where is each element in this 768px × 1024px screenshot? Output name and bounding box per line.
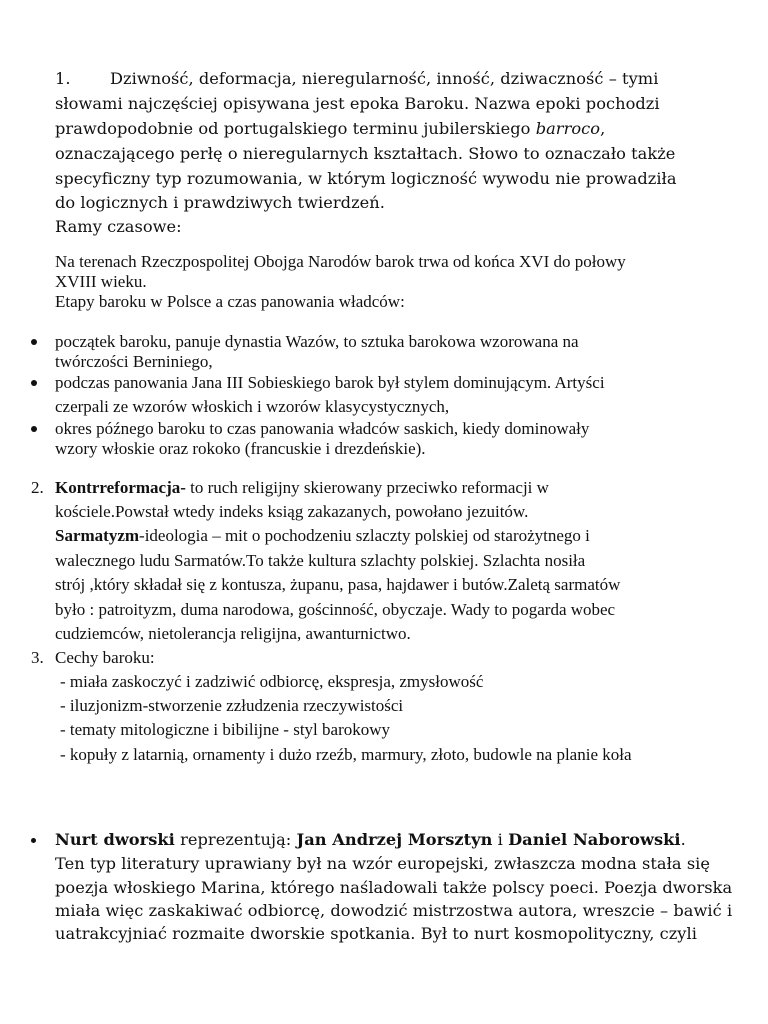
text-run: . <box>680 830 686 849</box>
text-run: prawdopodobnie od portugalskiego terminu jubilerskiego <box>55 119 531 138</box>
paragraph-line: kościele.Powstał wtedy indeks ksiąg zakazanych, powołano jezuitów. <box>55 502 529 521</box>
list-item: - tematy mitologiczne i bibilijne - styl barokowy <box>60 720 391 739</box>
text-run: to ruch religijny skierowany przeciwko reformacji w <box>185 478 549 497</box>
paragraph-line: strój ,który składał się z kontusza, żupanu, pasa, hajdawer i butów.Zaletą sarmatów <box>55 575 621 594</box>
list-item: - iluzjonizm-stworzenie zzłudzenia rzeczywistości <box>60 696 404 715</box>
text-run: -ideologia – mit o pochodzeniu szlaczty polskiej od starożytnego i <box>139 526 590 545</box>
section-3-title: Cechy baroku: <box>55 648 155 667</box>
term-bold: Kontrreformacja- <box>55 478 186 497</box>
paragraph-line: Dziwność, deformacja, nieregularność, inność, dziwaczność – tymi <box>110 69 659 88</box>
timeframe-line: Na terenach Rzeczpospolitej Obojga Narodów barok trwa od końca XVI do połowy <box>55 252 626 271</box>
text-run: , <box>600 119 606 138</box>
paragraph-line: specyficzny typ rozumowania, w którym logiczność wywodu nie prowadziła <box>55 169 677 188</box>
paragraph-line: słowami najczęściej opisywana jest epoka Baroku. Nazwa epoki pochodzi <box>55 94 660 113</box>
bullet-dot <box>31 426 37 432</box>
bullet-item: początek baroku, panuje dynastia Wazów, to sztuka barokowa wzorowana na <box>55 332 579 351</box>
list-item: - kopuły z latarnią, ornamenty i dużo rzeźb, marmury, złoto, budowle na planie koła <box>60 745 632 764</box>
section-3-number: 3. <box>31 648 44 667</box>
bullet-dot <box>31 838 36 843</box>
bullet-dot <box>31 380 37 386</box>
bullet-item: podczas panowania Jana III Sobieskiego barok był stylem dominującym. Artyści <box>55 373 605 392</box>
bullet-item: wzory włoskie oraz rokoko (francuskie i drezdeńskie). <box>55 439 426 458</box>
paragraph-line: było : patroityzm, duma narodowa, gościnność, obyczaje. Wady to pogarda wobec <box>55 600 616 619</box>
paragraph-line: poezja włoskiego Marina, którego naśladowali także polscy poeci. Poezja dworska <box>55 878 733 897</box>
paragraph-line: do logicznych i prawdziwych twierdzeń. <box>55 193 385 212</box>
paragraph-line: cudziemców, nietolerancja religijna, awanturnictwo. <box>55 624 411 643</box>
paragraph-line <box>55 526 590 546</box>
section-1-number: 1. <box>55 69 71 88</box>
paragraph-line: walecznego ludu Sarmatów.To także kultura szlachty polskiej. Szlachta nosiła <box>55 551 586 570</box>
paragraph-line: miała więc zaskakiwać odbiorcę, dowodzić mistrzostwa autora, wreszcie – bawić i <box>55 901 733 920</box>
section-2-number: 2. <box>31 478 44 497</box>
bullet-item: okres późnego baroku to czas panowania władców saskich, kiedy dominowały <box>55 419 590 438</box>
timeframe-heading: Ramy czasowe: <box>55 217 182 236</box>
bullet-dot <box>31 339 37 345</box>
term-bold: Nurt dworski <box>55 830 175 849</box>
bullet-item: twórczości Berniniego, <box>55 352 213 371</box>
timeframe-line: XVIII wieku. <box>55 272 147 291</box>
text-run: reprezentują: <box>174 830 297 849</box>
text-run: i <box>492 830 509 849</box>
author-name: Jan Andrzej Morsztyn <box>296 830 493 849</box>
italic-term: barroco <box>535 119 601 138</box>
term-bold: Sarmatyzm <box>55 526 140 545</box>
paragraph-line: oznaczającego perłę o nieregularnych kształtach. Słowo to oznaczało także <box>55 144 676 163</box>
paragraph-line: uatrakcyjniać rozmaite dworskie spotkania. Był to nurt kosmopolityczny, czyli <box>55 924 697 943</box>
paragraph-line <box>55 119 605 138</box>
author-name: Daniel Naborowski <box>508 830 681 849</box>
paragraph-line <box>55 830 686 849</box>
paragraph-line <box>55 478 549 498</box>
paragraph-line: Ten typ literatury uprawiany był na wzór europejski, zwłaszcza modna stała się <box>55 854 711 873</box>
bullet-item: czerpali ze wzorów włoskich i wzorów klasycystycznych, <box>55 397 450 416</box>
stages-heading: Etapy baroku w Polsce a czas panowania władców: <box>55 292 405 311</box>
list-item: - miała zaskoczyć i zadziwić odbiorcę, ekspresja, zmysłowość <box>60 672 484 691</box>
